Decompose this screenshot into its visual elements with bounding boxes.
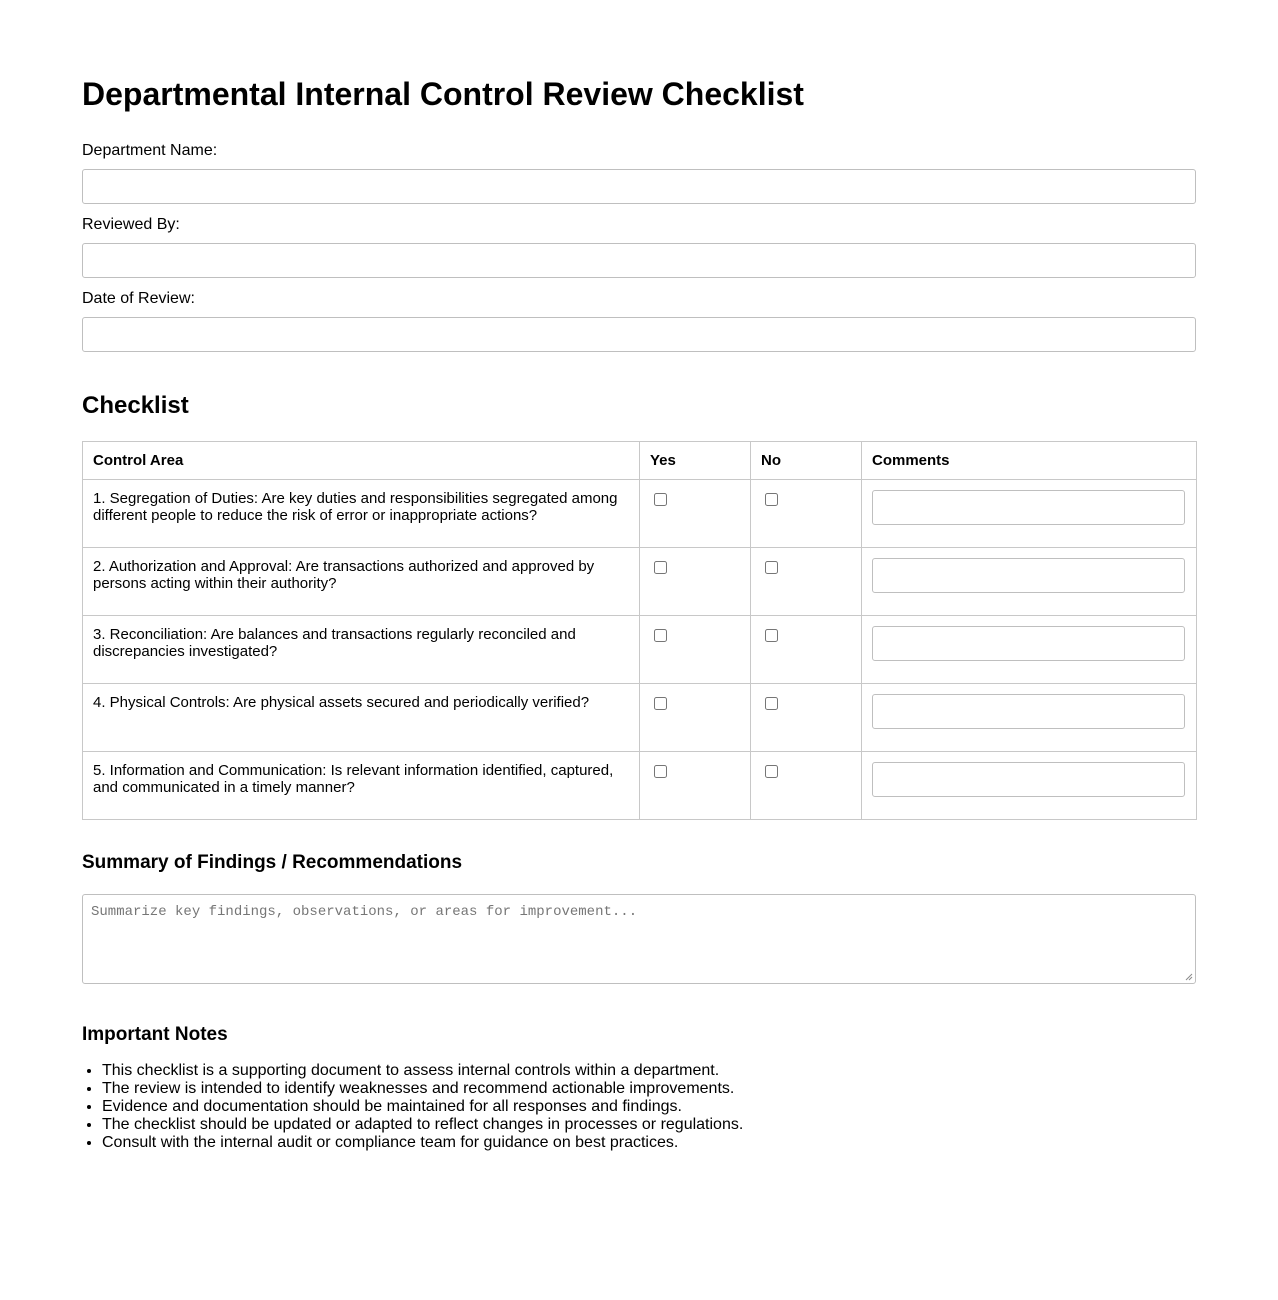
list-item: • This checklist is a supporting document to assess internal controls within a department.: [102, 1062, 1196, 1080]
reviewed-by-label: Reviewed By:: [82, 216, 180, 233]
list-item: • Consult with the internal audit or compliance team for guidance on best practices.: [102, 1134, 1196, 1152]
table-row: [83, 684, 1197, 752]
yes-cell: [640, 684, 751, 752]
important-notes-heading: Important Notes: [82, 1024, 228, 1045]
control-area-cell: 4. Physical Controls: Are physical assets secured and periodically verified?: [83, 684, 640, 752]
yes-cell: [640, 548, 751, 616]
no-checkbox[interactable]: [765, 561, 778, 574]
list-item: • The checklist should be updated or adapted to reflect changes in processes or regulations.: [102, 1116, 1196, 1134]
yes-checkbox[interactable]: [654, 697, 667, 710]
control-area-cell: 3. Reconciliation: Are balances and transactions regularly reconciled and discrepancies investigated?: [83, 616, 640, 684]
no-cell: [751, 616, 862, 684]
no-cell: [751, 684, 862, 752]
yes-checkbox[interactable]: [654, 629, 667, 642]
comment-input[interactable]: [872, 626, 1185, 661]
table-row: [83, 480, 1197, 548]
date-of-review-input[interactable]: [82, 317, 1196, 352]
column-header-comments: Comments: [862, 442, 1197, 480]
date-of-review-label: Date of Review:: [82, 290, 195, 307]
yes-checkbox[interactable]: [654, 561, 667, 574]
no-checkbox[interactable]: [765, 765, 778, 778]
column-header-yes: Yes: [640, 442, 751, 480]
yes-cell: [640, 752, 751, 820]
important-notes-list: [82, 1062, 1196, 1152]
control-area-cell: 1. Segregation of Duties: Are key duties and responsibilities segregated among different people to reduce the risk of error or inappropriate actions?: [83, 480, 640, 548]
control-area-cell: 5. Information and Communication: Is relevant information identified, captured, and communicated in a timely manner?: [83, 752, 640, 820]
table-row: [83, 548, 1197, 616]
yes-checkbox[interactable]: [654, 765, 667, 778]
no-cell: [751, 548, 862, 616]
yes-cell: [640, 480, 751, 548]
department-name-input[interactable]: [82, 169, 1196, 204]
comment-input[interactable]: [872, 762, 1185, 797]
comments-cell: [862, 480, 1197, 548]
checklist-heading: Checklist: [82, 392, 189, 419]
column-header-control-area: Control Area: [83, 442, 640, 480]
no-checkbox[interactable]: [765, 629, 778, 642]
comment-input[interactable]: [872, 558, 1185, 593]
table-row: [83, 752, 1197, 820]
no-cell: [751, 480, 862, 548]
column-header-no: No: [751, 442, 862, 480]
summary-placeholder: Summarize key findings, observations, or areas for improvement...: [91, 904, 638, 920]
table-row: [83, 616, 1197, 684]
comments-cell: [862, 548, 1197, 616]
comments-cell: [862, 752, 1197, 820]
no-checkbox[interactable]: [765, 493, 778, 506]
department-name-label: Department Name:: [82, 142, 218, 159]
review-form-page: [82, 0, 1196, 1152]
no-cell: [751, 752, 862, 820]
resize-grip-icon[interactable]: [1185, 973, 1193, 981]
reviewed-by-input[interactable]: [82, 243, 1196, 278]
no-checkbox[interactable]: [765, 697, 778, 710]
table-header-row: [83, 442, 1197, 480]
checklist-table: [82, 441, 1197, 820]
yes-cell: [640, 616, 751, 684]
comments-cell: [862, 684, 1197, 752]
list-item: • The review is intended to identify weaknesses and recommend actionable improvements.: [102, 1080, 1196, 1098]
comments-cell: [862, 616, 1197, 684]
list-item: • Evidence and documentation should be maintained for all responses and findings.: [102, 1098, 1196, 1116]
yes-checkbox[interactable]: [654, 493, 667, 506]
page-title: Departmental Internal Control Review Checklist: [82, 76, 804, 112]
summary-textarea[interactable]: [82, 894, 1196, 984]
summary-heading: Summary of Findings / Recommendations: [82, 852, 463, 873]
comment-input[interactable]: [872, 490, 1185, 525]
control-area-cell: 2. Authorization and Approval: Are transactions authorized and approved by persons acting within their authority?: [83, 548, 640, 616]
comment-input[interactable]: [872, 694, 1185, 729]
